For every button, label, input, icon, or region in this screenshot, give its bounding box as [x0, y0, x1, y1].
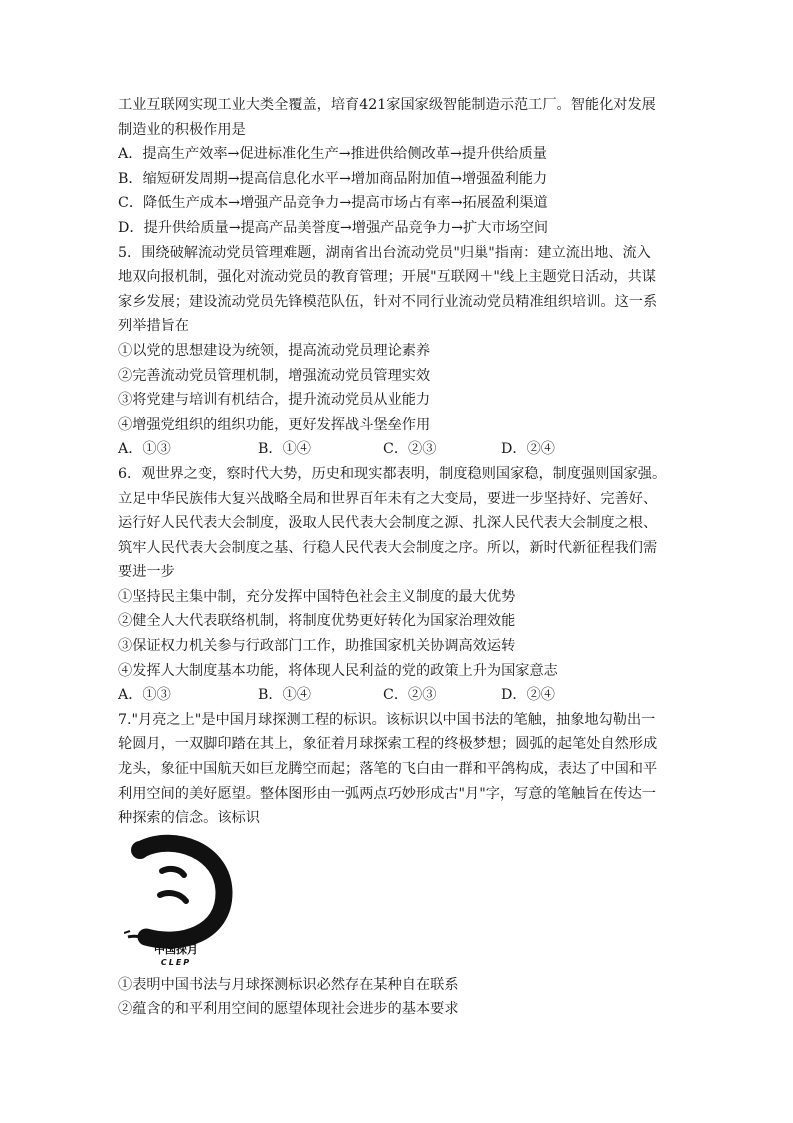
clep-logo-figure — [118, 831, 678, 973]
q6-choices — [118, 683, 678, 708]
q5-stem-line-2: 地双向报机制，强化对流动党员的教育管理；开展"互联网＋"线上主题党日活动，共谋 — [118, 269, 656, 286]
dragon-head-mark — [131, 841, 149, 859]
q5-choices — [118, 437, 678, 462]
q4-option-c: C．降低生产成本→增强产品竞争力→提高市场占有率→拓展盈利渠道 — [118, 195, 548, 212]
footprint-stroke-1 — [162, 869, 184, 875]
q6-choice-a: A．①③ — [118, 687, 171, 704]
q5-statement-4: ④增强党组织的组织功能，更好发挥战斗堡垒作用 — [118, 416, 431, 433]
q5-stem-line-4: 列举措旨在 — [118, 318, 189, 335]
q7-stem-line-2: 轮圆月，一双脚印踏在其上，象征着月球探索工程的终极梦想；圆弧的起笔处自然形成 — [118, 736, 658, 753]
q5-choice-a: A．①③ — [118, 441, 171, 458]
exam-page — [118, 93, 678, 1022]
q7-statement-2: ②蕴含的和平利用空间的愿望体现社会进步的基本要求 — [118, 1001, 459, 1018]
footprint-stroke-2 — [160, 893, 186, 901]
q4-option-a: A．提高生产效率→促进标准化生产→推进供给侧改革→提升供给质量 — [118, 146, 547, 163]
dove-tail-stroke-2 — [124, 931, 130, 933]
q5-choice-b: B．①④ — [258, 441, 311, 458]
q6-choice-c: C．②③ — [383, 687, 437, 704]
logo-en-text: CLEP — [160, 957, 192, 967]
q7-statement-1: ①表明中国书法与月球探测标识必然存在某种自在联系 — [118, 976, 459, 993]
q4-stem-line-2: 制造业的积极作用是 — [118, 121, 246, 138]
q7-stem-line-4: 利用空间的美好愿望。整体图形由一弧两点巧妙形成古"月"字，写意的笔触旨在传达一 — [118, 785, 656, 802]
q7-stem-line-5: 种探索的信念。该标识 — [118, 810, 260, 827]
q4-stem-line-1: 工业互联网实现工业大类全覆盖，培育421家国家级智能制造示范工厂。智能化对发展 — [118, 97, 656, 113]
moon-arc-stroke — [142, 843, 224, 940]
q7-stem-line-3: 龙头，象征中国航天如巨龙腾空而起；落笔的飞白由一群和平鸽构成，表达了中国和平 — [118, 761, 658, 778]
q5-statement-3: ③将党建与培训有机结合，提升流动党员从业能力 — [118, 392, 431, 409]
q6-stem-line-3: 运行好人民代表大会制度，汲取人民代表大会制度之源、扎深人民代表大会制度之根、 — [118, 515, 658, 532]
q7-stem-line-1: 7."月亮之上"是中国月球探测工程的标识。该标识以中国书法的笔触，抽象地勾勒出一 — [118, 711, 656, 728]
q6-choice-d: D．②④ — [501, 687, 555, 704]
q6-statement-2: ②健全人大代表联络机制，将制度优势更好转化为国家治理效能 — [118, 613, 516, 630]
q5-stem-line-1: 5．围绕破解流动党员管理难题，湖南省出台流动党员"归巢"指南：建立流出地、流入 — [118, 244, 651, 261]
q6-stem-line-5: 要进一步 — [118, 564, 175, 581]
dove-tail-stroke — [128, 936, 146, 937]
logo-cn-text: 中国探月 — [154, 942, 198, 956]
q6-choice-b: B．①④ — [258, 687, 311, 704]
q5-statement-2: ②完善流动党员管理机制，增强流动党员管理实效 — [118, 367, 431, 384]
q5-stem-line-3: 家乡发展；建设流动党员先锋模范队伍，针对不同行业流动党员精准组织培训。这一系 — [118, 293, 658, 310]
q6-stem-line-4: 筑牢人民代表大会制度之基、行稳人民代表大会制度之序。所以，新时代新征程我们需 — [118, 539, 658, 556]
q5-choice-d: D．②④ — [501, 441, 555, 458]
q6-statement-1: ①坚持民主集中制，充分发挥中国特色社会主义制度的最大优势 — [118, 588, 516, 605]
q6-stem-line-1: 6．观世界之变，察时代大势，历史和现实都表明，制度稳则国家稳，制度强则国家强。 — [118, 465, 667, 482]
q5-statement-1: ①以党的思想建设为统领，提高流动党员理论素养 — [118, 342, 431, 359]
q5-choice-c: C．②③ — [383, 441, 437, 458]
q4-option-d: D．提升供给质量→提高产品美誉度→增强产品竞争力→扩大市场空间 — [118, 219, 549, 236]
q4-option-b: B．缩短研发周期→提高信息化水平→增加商品附加值→增强盈利能力 — [118, 170, 548, 187]
q6-stem-line-2: 立足中华民族伟大复兴战略全局和世界百年未有之大变局，要进一步坚持好、完善好、 — [118, 490, 658, 507]
q6-statement-3: ③保证权力机关参与行政部门工作，助推国家机关协调高效运转 — [118, 638, 516, 655]
q6-statement-4: ④发挥人大制度基本功能，将体现人民利益的党的政策上升为国家意志 — [118, 662, 558, 679]
clep-moon-logo-icon — [124, 833, 234, 969]
